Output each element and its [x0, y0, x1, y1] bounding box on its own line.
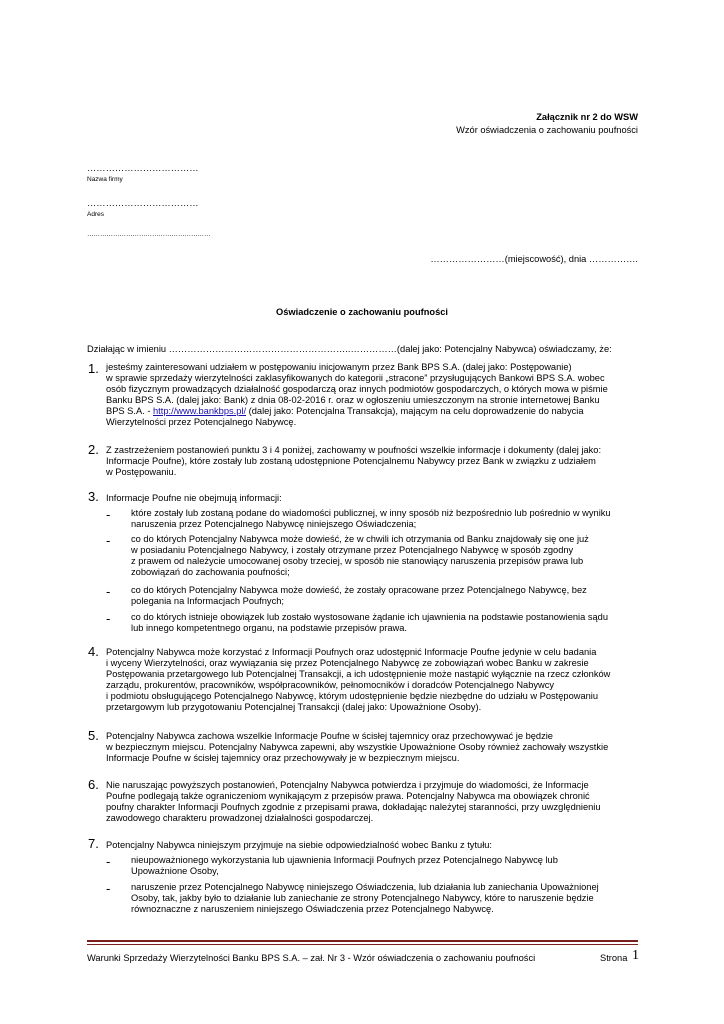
item-6-text	[106, 780, 638, 824]
text-fragment: BPS S.A. -	[106, 405, 154, 416]
item-2-text	[106, 445, 638, 478]
text-line: przetargowym lub przygotowaniu Potencjalnej Transakcji (dalej jako: Upoważnione Osoby).	[106, 701, 482, 712]
text-line: naruszenia przez Potencjalnego Nabywcę niniejszego Oświadczenia;	[131, 518, 417, 529]
item-3-sub-2	[131, 534, 638, 578]
extra-dots: …………………………………………………	[87, 231, 211, 238]
text-line: Informacje Poufne), które zostały lub zostaną udostępnione Potencjalnemu Nabywcy przez Bank w związku z udziałem	[106, 455, 596, 466]
place-date-line: ……………………(miejscowość), dnia …………….	[430, 254, 638, 264]
bullet-dash: -	[106, 611, 111, 626]
item-3-sub-1	[131, 508, 638, 530]
item-number: 6.	[88, 777, 99, 792]
text-line: Poufne podlegają także ograniczeniom wynikającym z przepisów prawa. Potencjalny Nabywca ma obowiązek chronić	[106, 790, 590, 801]
text-line: co do których Potencjalny Nabywca może dowieść, że w chwili ich otrzymania od Banku znajdowały się one już	[131, 534, 589, 544]
bullet-dash: -	[106, 584, 111, 599]
text-line: naruszenie przez Potencjalnego Nabywcę niniejszego Oświadczenia, lub działania lub zaniechania Upoważnionej	[131, 882, 599, 892]
text-line: nieupoważnionego wykorzystania lub ujawnienia Informacji Poufnych przez Potencjalnego Nabywcę lub	[131, 855, 558, 865]
text-line: poufny charakter Informacji Poufnych zgodnie z przepisami prawa, dokładając należytej staranności, przy uwzględnieniu	[106, 801, 601, 812]
text-line: Potencjalny Nabywca może korzystać z Informacji Poufnych oraz udostępnić Informacje Poufne jedynie w celu badania	[106, 647, 597, 657]
bank-website-link[interactable]: http://www.bankbps.pl/	[153, 405, 247, 416]
text-line: Potencjalny Nabywca zachowa wszelkie Informacje Poufne w ścisłej tajemnicy oraz przechowywać je będzie	[106, 731, 553, 741]
text-line: w posiadaniu Potencjalnego Nabywcy, i zostały otrzymane przez Potencjalnego Nabywcę w sposób zgodny	[131, 544, 574, 555]
item-number: 1.	[88, 361, 99, 376]
page-label: Strona	[600, 953, 628, 963]
item-3-text: Informacje Poufne nie obejmują informacji:	[106, 493, 282, 503]
item-5-text	[106, 731, 638, 764]
text-line: zobowiązań do zachowania poufności;	[131, 566, 290, 577]
text-line: lub innego kompetentnego organu, na podstawie przepisów prawa.	[131, 622, 407, 633]
address-dots: ………………………………	[87, 198, 199, 208]
footer-divider-thin	[87, 944, 638, 945]
text-line: Z zastrzeżeniem postanowień punktu 3 i 4 poniżej, zachowamy w poufności wszelkie informacje i dokumenty (dalej jako:	[106, 445, 602, 455]
item-7-sub-2	[131, 882, 638, 915]
text-line: co do których istnieje obowiązek lub zostało wystosowane żądanie ich ujawnienia na podstawie postanowienia sądu	[131, 612, 609, 622]
text-line: zawodowego charakteru prowadzonej działalności gospodarczej.	[106, 812, 374, 823]
text-line: polegania na Informacjach Poufnych;	[131, 595, 284, 606]
page-number: 1	[632, 948, 639, 963]
item-3-sub-3	[131, 585, 638, 607]
item-number: 2.	[88, 442, 99, 457]
item-1-text	[106, 362, 638, 427]
bullet-dash: -	[106, 881, 111, 896]
text-line: Informacje Poufne w ścisłej tajemnicy oraz przechowywały je w bezpiecznym miejscu.	[106, 752, 460, 763]
text-line: Osoby, tak, jakby było to działanie lub zaniechanie ze strony Potencjalnego Nabywcy, które to naruszenie będzie	[131, 892, 594, 903]
statement-title: Oświadczenie o zachowaniu poufności	[275, 307, 449, 317]
intro-line: Działając w imieniu …………………………………………………..……………(dalej jako: Potencjalny Nabywca) oświadczamy, że:	[87, 344, 612, 354]
text-line: w bezpiecznym miejscu. Potencjalny Nabywca zapewni, aby wszystkie Upoważnione Osoby również zachowały wszystkie	[106, 741, 609, 752]
text-line: z prawem od należycie umocowanej osoby trzeciej, w sposób nie stanowiący naruszenia przepisów prawa lub	[131, 555, 584, 566]
text-line: które zostały lub zostaną podane do wiadomości publicznej, w inny sposób niż bezpośrednio lub pośrednio w wyniku	[131, 508, 611, 518]
bullet-dash: -	[106, 533, 111, 548]
item-number: 5.	[88, 728, 99, 743]
attachment-label: Załącznik nr 2 do WSW	[536, 112, 638, 122]
text-line: osób fizycznym prowadzących działalność gospodarczą oraz innych podmiotów gospodarczych, o których mowa w piśmie	[106, 383, 608, 394]
item-number: 7.	[88, 836, 99, 851]
text-line: Postępowania przetargowego lub Potencjalnej Transakcji, a ich udostępnienie może nastąpić wyłącznie na rzecz członków	[106, 668, 611, 679]
text-line: Nie naruszając powyższych postanowień, Potencjalny Nabywca potwierdza i przyjmuje do wiadomości, że Informacje	[106, 780, 589, 790]
item-7-text: Potencjalny Nabywca niniejszym przyjmuje na siebie odpowiedzialność wobec Banku z tytułu:	[106, 840, 493, 850]
text-line: i podmiotu obsługującego Potencjalnego Nabywcę, którym udostępnienie będzie niezbędne do udziału w Postępowaniu	[106, 690, 599, 701]
text-line: w sprawie sprzedaży wierzytelności zaklasyfikowanych do kategorii „stracone” przysługujących Bankowi BPS S.A. wobec	[106, 372, 605, 383]
text-line: jesteśmy zainteresowani udziałem w postępowaniu inicjowanym przez Bank BPS S.A. (dalej jako: Postępowanie)	[106, 362, 572, 372]
item-3-sub-4	[131, 612, 638, 634]
text-line	[106, 406, 638, 417]
bullet-dash: -	[106, 507, 111, 522]
item-4-text	[106, 647, 638, 712]
footer-text: Warunki Sprzedaży Wierzytelności Banku BPS S.A. – zał. Nr 3 - Wzór oświadczenia o zachowaniu poufności	[87, 953, 536, 963]
footer-divider	[87, 940, 638, 942]
company-name-label: Nazwa firmy	[87, 176, 123, 183]
item-number: 3.	[88, 489, 99, 504]
text-line: zarządu, prokurentów, pracowników, współpracowników, pełnomocników i doradców Potencjalnego Nabywcy	[106, 679, 555, 690]
text-line: co do których Potencjalny Nabywca może dowieść, że zostały opracowane przez Potencjalnego Nabywcę, bez	[131, 585, 587, 595]
text-line: Wierzytelności przez Potencjalnego Nabywcę.	[106, 416, 297, 427]
text-line: i wyceny Wierzytelności, oraz wywiązania się przez Potencjalnego Nabywcę ze zobowiązań wobec Banku w zakresie	[106, 657, 589, 668]
item-7-sub-1	[131, 855, 638, 877]
text-line: Upoważnione Osoby,	[131, 865, 219, 876]
bullet-dash: -	[106, 854, 111, 869]
text-fragment: (dalej jako: Potencjalna Transakcja), mającym na celu doprowadzenie do nabycia	[246, 405, 584, 416]
company-name-dots: ………………………………	[87, 163, 199, 173]
text-line: Banku BPS S.A. (dalej jako: Bank) z dnia 08-02-2016 r. oraz w ogłoszeniu umieszczonym na stronie internetowej Banku	[106, 394, 600, 405]
address-label: Adres	[87, 211, 104, 218]
text-line: w Postępowaniu.	[106, 466, 177, 477]
document-subtitle: Wzór oświadczenia o zachowaniu poufności	[456, 125, 638, 135]
item-number: 4.	[88, 644, 99, 659]
text-line: równoznaczne z naruszeniem niniejszego Oświadczenia przez Potencjalnego Nabywcę.	[131, 903, 494, 914]
